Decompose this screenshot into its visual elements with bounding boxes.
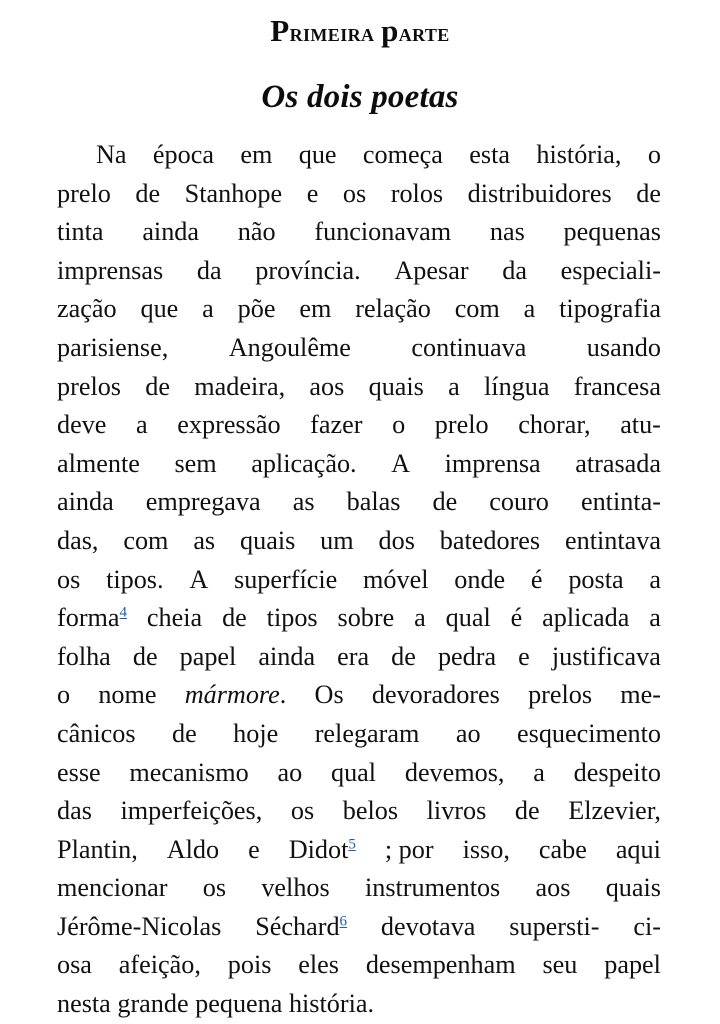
- text-word: entintava: [565, 525, 661, 555]
- text-word: sem: [174, 448, 217, 478]
- text-word: de: [222, 603, 247, 633]
- text-line: [57, 676, 661, 715]
- text-word: ao: [455, 718, 481, 748]
- text-word: superfície: [234, 564, 338, 594]
- text-word: da: [502, 255, 527, 285]
- text-word: um: [320, 525, 354, 555]
- text-line: [57, 483, 661, 522]
- text-word: imperfeições,: [120, 796, 263, 826]
- text-word: forma$^4$: [57, 603, 128, 633]
- text-word: ci-: [633, 911, 661, 941]
- text-word: Os: [314, 680, 344, 710]
- text-word: e: [306, 178, 319, 208]
- text-word: atu-: [620, 410, 661, 440]
- text-word: de: [514, 796, 540, 826]
- text-word: A: [391, 448, 411, 478]
- text-word: imprensas: [57, 255, 164, 285]
- text-word: balas: [346, 487, 401, 517]
- text-word: de: [145, 371, 170, 401]
- text-word: não: [237, 217, 276, 247]
- text-word: os: [202, 873, 227, 903]
- text-word: e: [248, 834, 260, 864]
- text-word: com: [123, 525, 169, 555]
- text-word: em: [299, 294, 332, 324]
- text-line: [57, 792, 661, 831]
- text-word: empregava: [145, 487, 261, 517]
- text-word: A: [189, 564, 209, 594]
- text-word: de: [432, 487, 458, 517]
- text-line: nesta grande pequena história.: [57, 989, 375, 1019]
- text-word: pois: [227, 950, 272, 980]
- text-line: [57, 445, 661, 484]
- text-line: [57, 290, 661, 329]
- text-word: província.: [255, 255, 361, 285]
- text-word: tipografia: [559, 294, 661, 324]
- text-word: em: [240, 140, 273, 169]
- text-word: é: [530, 564, 543, 594]
- text-word: que: [298, 140, 337, 169]
- text-word: história,: [536, 140, 622, 169]
- text-word: prelo: [57, 178, 111, 208]
- text-word: aplicação.: [251, 448, 357, 478]
- text-word: as: [292, 487, 315, 517]
- text-word: osa: [57, 950, 92, 980]
- text-word: papel: [604, 950, 661, 980]
- text-word: ainda: [142, 217, 200, 247]
- text-word: rolos: [390, 178, 444, 208]
- text-word: belos: [342, 796, 399, 826]
- text-word: desempenham: [365, 950, 516, 980]
- text-line: [57, 908, 661, 947]
- text-word: ainda: [57, 487, 114, 517]
- text-word: usando: [586, 332, 661, 362]
- text-word: Apesar: [394, 255, 469, 285]
- text-word: o: [57, 680, 71, 710]
- body-paragraph: [57, 136, 661, 1024]
- text-line: [57, 368, 661, 407]
- text-word: aos: [309, 371, 345, 401]
- text-word: Elzevier,: [568, 796, 661, 826]
- text-word: batedores: [439, 525, 541, 555]
- text-word: esta: [469, 140, 510, 169]
- text-word: supersti-: [509, 911, 600, 941]
- text-word: os: [290, 796, 315, 826]
- text-word: devoradores: [371, 680, 500, 710]
- text-word: francesa: [573, 371, 661, 401]
- text-word: o: [647, 140, 661, 169]
- text-word: a: [448, 371, 460, 401]
- text-word: relação: [355, 294, 431, 324]
- text-word: Na: [96, 140, 127, 169]
- text-line: [57, 561, 661, 600]
- text-line: [57, 831, 661, 870]
- text-word: livros: [426, 796, 487, 826]
- text-word: especiali-: [560, 255, 661, 285]
- text-word: fazer: [310, 410, 363, 440]
- text-word: madeira,: [194, 371, 286, 401]
- text-word: parisiense,: [57, 332, 169, 362]
- text-word: as: [193, 525, 216, 555]
- text-word: língua: [484, 371, 550, 401]
- text-word: Jérôme-Nicolas: [57, 911, 222, 941]
- text-word: distribuidores: [467, 178, 612, 208]
- text-word: posta: [568, 564, 624, 594]
- text-word: Didot$^5$: [288, 834, 356, 864]
- text-word: tipos.: [106, 564, 164, 594]
- text-word: começa: [362, 140, 443, 169]
- text-word: instrumentos: [364, 873, 501, 903]
- text-word: ainda: [258, 641, 316, 671]
- text-word: quais: [605, 873, 661, 903]
- text-word: hoje: [233, 718, 279, 748]
- text-line: [57, 754, 661, 793]
- text-word: me-: [620, 680, 661, 710]
- text-line: [57, 252, 661, 291]
- text-word: devemos,: [404, 757, 505, 787]
- part-title-initial-parte: p: [381, 13, 399, 48]
- text-word: papel: [179, 641, 237, 671]
- text-line: [57, 638, 661, 677]
- text-word: atrasada: [575, 448, 661, 478]
- text-line: [57, 599, 661, 638]
- text-word: móvel: [363, 564, 429, 594]
- chapter-title: Os dois poetas: [261, 79, 459, 115]
- text-word: funcionavam: [314, 217, 452, 247]
- text-word: isso,: [462, 834, 510, 864]
- text-word: almente: [57, 448, 140, 478]
- text-word: das: [57, 796, 92, 826]
- text-word: sobre: [337, 603, 395, 633]
- text-word: cânicos: [57, 718, 136, 748]
- text-word: ; por: [384, 834, 434, 864]
- text-line: [57, 406, 661, 445]
- text-word: zação: [57, 294, 117, 324]
- text-word: que: [140, 294, 179, 324]
- text-line: [57, 946, 661, 985]
- text-word: Stanhope: [184, 178, 283, 208]
- text-word: Séchard$^6$: [255, 911, 348, 941]
- text-word: couro: [489, 487, 549, 517]
- text-word: cabe: [538, 834, 587, 864]
- text-word: das,: [57, 525, 99, 555]
- footnote-link-4[interactable]: 4: [119, 604, 128, 621]
- footnote-link-5[interactable]: 5: [348, 835, 356, 852]
- text-word: aqui: [615, 834, 661, 864]
- text-word: tinta: [57, 217, 104, 247]
- text-word: dos: [378, 525, 415, 555]
- part-title-word-parte: arte: [398, 20, 450, 47]
- part-title-initial-p: P: [270, 13, 290, 48]
- text-word: é: [510, 603, 523, 633]
- text-word: a: [202, 294, 214, 324]
- text-word: tipos: [266, 603, 318, 633]
- text-word: a: [533, 757, 545, 787]
- part-title: [0, 0, 720, 49]
- text-word: relegaram: [314, 718, 420, 748]
- text-word: a: [414, 603, 426, 633]
- text-line: [57, 522, 661, 561]
- text-word: nas: [489, 217, 525, 247]
- text-word: pedra: [437, 641, 497, 671]
- text-word: a: [523, 294, 536, 324]
- text-word: continuava: [411, 332, 527, 362]
- text-word: qual: [330, 757, 377, 787]
- text-word: prelos: [528, 680, 593, 710]
- text-word: mecanismo: [129, 757, 249, 787]
- text-word: aos: [535, 873, 571, 903]
- text-word: onde: [454, 564, 506, 594]
- text-word: imprensa: [444, 448, 541, 478]
- text-line: [57, 213, 661, 252]
- text-word: Plantin,: [57, 834, 138, 864]
- text-word: aplicada: [542, 603, 630, 633]
- text-word: põe: [237, 294, 276, 324]
- text-word: mencionar: [57, 873, 168, 903]
- text-word: prelo: [434, 410, 489, 440]
- text-word: ao: [277, 757, 303, 787]
- text-line: [96, 136, 661, 175]
- text-word: devotava: [380, 911, 476, 941]
- text-word: chorar,: [518, 410, 591, 440]
- footnote-link-6[interactable]: 6: [339, 913, 348, 930]
- text-word: a: [136, 410, 148, 440]
- text-word: entinta-: [580, 487, 661, 517]
- part-title-word-primeira: rimeira: [289, 20, 375, 47]
- text-word: justificava: [551, 641, 661, 671]
- text-word: era: [337, 641, 370, 671]
- text-word: de: [135, 178, 161, 208]
- text-word: velhos: [261, 873, 330, 903]
- text-word: nome: [98, 680, 157, 710]
- text-word: cheia: [146, 603, 203, 633]
- text-word: o: [392, 410, 406, 440]
- text-word: seu: [542, 950, 578, 980]
- text-word: de: [171, 718, 197, 748]
- text-line: [57, 869, 661, 908]
- text-word: esse: [57, 757, 101, 787]
- text-word: quais: [240, 525, 296, 555]
- text-line: [57, 715, 661, 754]
- text-word: esquecimento: [517, 718, 661, 748]
- text-word: com: [454, 294, 500, 324]
- text-word: a: [649, 603, 661, 633]
- text-word: de: [636, 178, 661, 208]
- text-word: a: [649, 564, 661, 594]
- text-word: deve: [57, 410, 107, 440]
- text-word: de: [132, 641, 158, 671]
- text-word: afeição,: [118, 950, 201, 980]
- text-word: da: [196, 255, 222, 285]
- text-word: e: [518, 641, 530, 671]
- text-word: pequenas: [563, 217, 661, 247]
- text-word: quais: [368, 371, 424, 401]
- text-word: mármore.: [184, 680, 287, 710]
- text-word: despeito: [573, 757, 661, 787]
- italic-term: mármore: [184, 680, 280, 710]
- text-word: eles: [298, 950, 339, 980]
- text-word: época: [152, 140, 214, 169]
- text-word: folha: [57, 641, 111, 671]
- text-word: prelos: [57, 371, 121, 401]
- text-line: [57, 175, 661, 214]
- text-word: qual: [445, 603, 491, 633]
- text-word: expressão: [177, 410, 281, 440]
- text-word: os: [342, 178, 367, 208]
- text-word: Aldo: [166, 834, 220, 864]
- text-word: Angoulême: [228, 332, 351, 362]
- text-word: os: [57, 564, 81, 594]
- text-word: de: [391, 641, 416, 671]
- text-line: [57, 329, 661, 368]
